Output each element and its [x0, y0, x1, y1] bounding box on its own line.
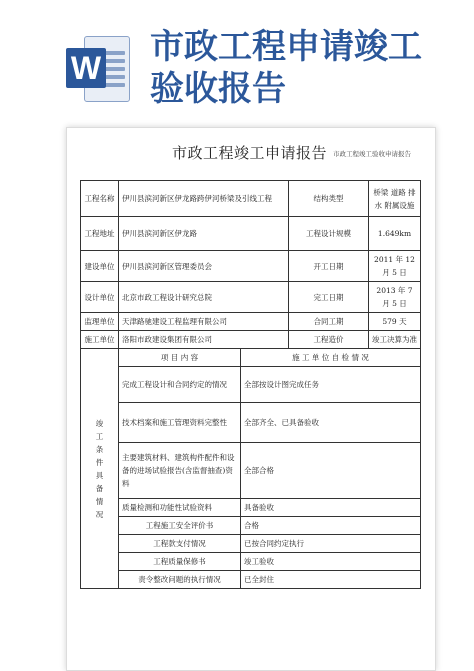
- start-date-value: 2011 年 12 月 5 日: [369, 251, 421, 282]
- document-page: [66, 127, 436, 671]
- application-form-table: [80, 180, 421, 589]
- table-row: [81, 181, 421, 217]
- condition-item: 工程施工安全评价书: [119, 517, 241, 535]
- document-header: [67, 142, 435, 168]
- structure-type-value: 桥梁 道路 排水 附属设施: [369, 181, 421, 217]
- complete-date-value: 2013 年 7 月 5 日: [369, 282, 421, 313]
- condition-check: 竣工验收: [241, 553, 421, 571]
- project-name-label: 工程名称: [81, 181, 119, 217]
- word-document-icon: [66, 36, 128, 100]
- conditions-label-char: 况: [95, 509, 104, 519]
- scale-value: 1.649km: [369, 217, 421, 251]
- supervisor-label: 监理单位: [81, 313, 119, 331]
- condition-item: 工程质量保修书: [119, 553, 241, 571]
- self-check-header: 施 工 单 位 自 检 情 况: [241, 349, 421, 367]
- condition-check: 已全封住: [241, 571, 421, 589]
- complete-date-label: 完工日期: [289, 282, 369, 313]
- table-row: [81, 331, 421, 349]
- address-value: 伊川县滨河新区伊龙路: [119, 217, 289, 251]
- condition-item: 质量检测和功能性试验资料: [119, 499, 241, 517]
- word-logo-badge: W: [66, 48, 106, 88]
- constructor-label: 施工单位: [81, 331, 119, 349]
- banner-title: [150, 26, 450, 110]
- supervisor-value: 天津路驰建设工程监理有限公司: [119, 313, 289, 331]
- table-row: [81, 553, 421, 571]
- constructor-value: 洛阳市政建设集团有限公司: [119, 331, 289, 349]
- document-note: 市政工程竣工验收申请报告: [333, 150, 411, 158]
- condition-item: 责令整改问题的执行情况: [119, 571, 241, 589]
- table-row: [81, 367, 421, 403]
- banner: [0, 0, 474, 125]
- table-row: [81, 403, 421, 443]
- condition-item: 工程款支付情况: [119, 535, 241, 553]
- condition-item: 技术档案和施工管理资料完整性: [119, 403, 241, 443]
- condition-check: 全部按设计图完成任务: [241, 367, 421, 403]
- table-row: [81, 517, 421, 535]
- contract-period-value: 579 天: [369, 313, 421, 331]
- cost-label: 工程造价: [289, 331, 369, 349]
- table-row: [81, 535, 421, 553]
- banner-title-line1: 市政工程申请竣工: [150, 27, 422, 67]
- table-row: [81, 349, 421, 367]
- conditions-label-char: 工: [95, 431, 104, 441]
- condition-check: 已按合同约定执行: [241, 535, 421, 553]
- condition-item: 完成工程设计和合同约定的情况: [119, 367, 241, 403]
- designer-value: 北京市政工程设计研究总院: [119, 282, 289, 313]
- conditions-label: [81, 349, 119, 589]
- project-name-value: 伊川县滨河新区伊龙路跨伊河桥梁及引线工程: [119, 181, 289, 217]
- conditions-label-char: 情: [95, 496, 104, 506]
- table-row: [81, 217, 421, 251]
- table-row: [81, 282, 421, 313]
- table-row: [81, 313, 421, 331]
- table-row: [81, 251, 421, 282]
- structure-type-label: 结构类型: [289, 181, 369, 217]
- table-row: [81, 443, 421, 499]
- conditions-label-char: 件: [95, 457, 104, 467]
- items-header: 项 目 内 容: [119, 349, 241, 367]
- condition-check: 全部齐全、已具备验收: [241, 403, 421, 443]
- condition-check: 具备验收: [241, 499, 421, 517]
- conditions-label-text: [84, 417, 115, 521]
- condition-check: 全部合格: [241, 443, 421, 499]
- cost-value: 竣工决算为准: [369, 331, 421, 349]
- designer-label: 设计单位: [81, 282, 119, 313]
- address-label: 工程地址: [81, 217, 119, 251]
- conditions-label-char: 具: [95, 470, 104, 480]
- table-row: [81, 571, 421, 589]
- builder-value: 伊川县滨河新区管理委员会: [119, 251, 289, 282]
- document-title: 市政工程竣工申请报告: [172, 144, 328, 162]
- banner-title-line2: 验收报告: [150, 69, 286, 109]
- condition-check: 合格: [241, 517, 421, 535]
- condition-item: 主要建筑材料、建筑构件配件和设备的进场试验报告(含监督抽查)资料: [119, 443, 241, 499]
- contract-period-label: 合同工期: [289, 313, 369, 331]
- builder-label: 建设单位: [81, 251, 119, 282]
- table-row: [81, 499, 421, 517]
- conditions-label-char: 竣: [95, 418, 104, 428]
- conditions-label-char: 备: [95, 483, 104, 493]
- conditions-label-char: 条: [95, 444, 104, 454]
- scale-label: 工程设计规模: [289, 217, 369, 251]
- start-date-label: 开工日期: [289, 251, 369, 282]
